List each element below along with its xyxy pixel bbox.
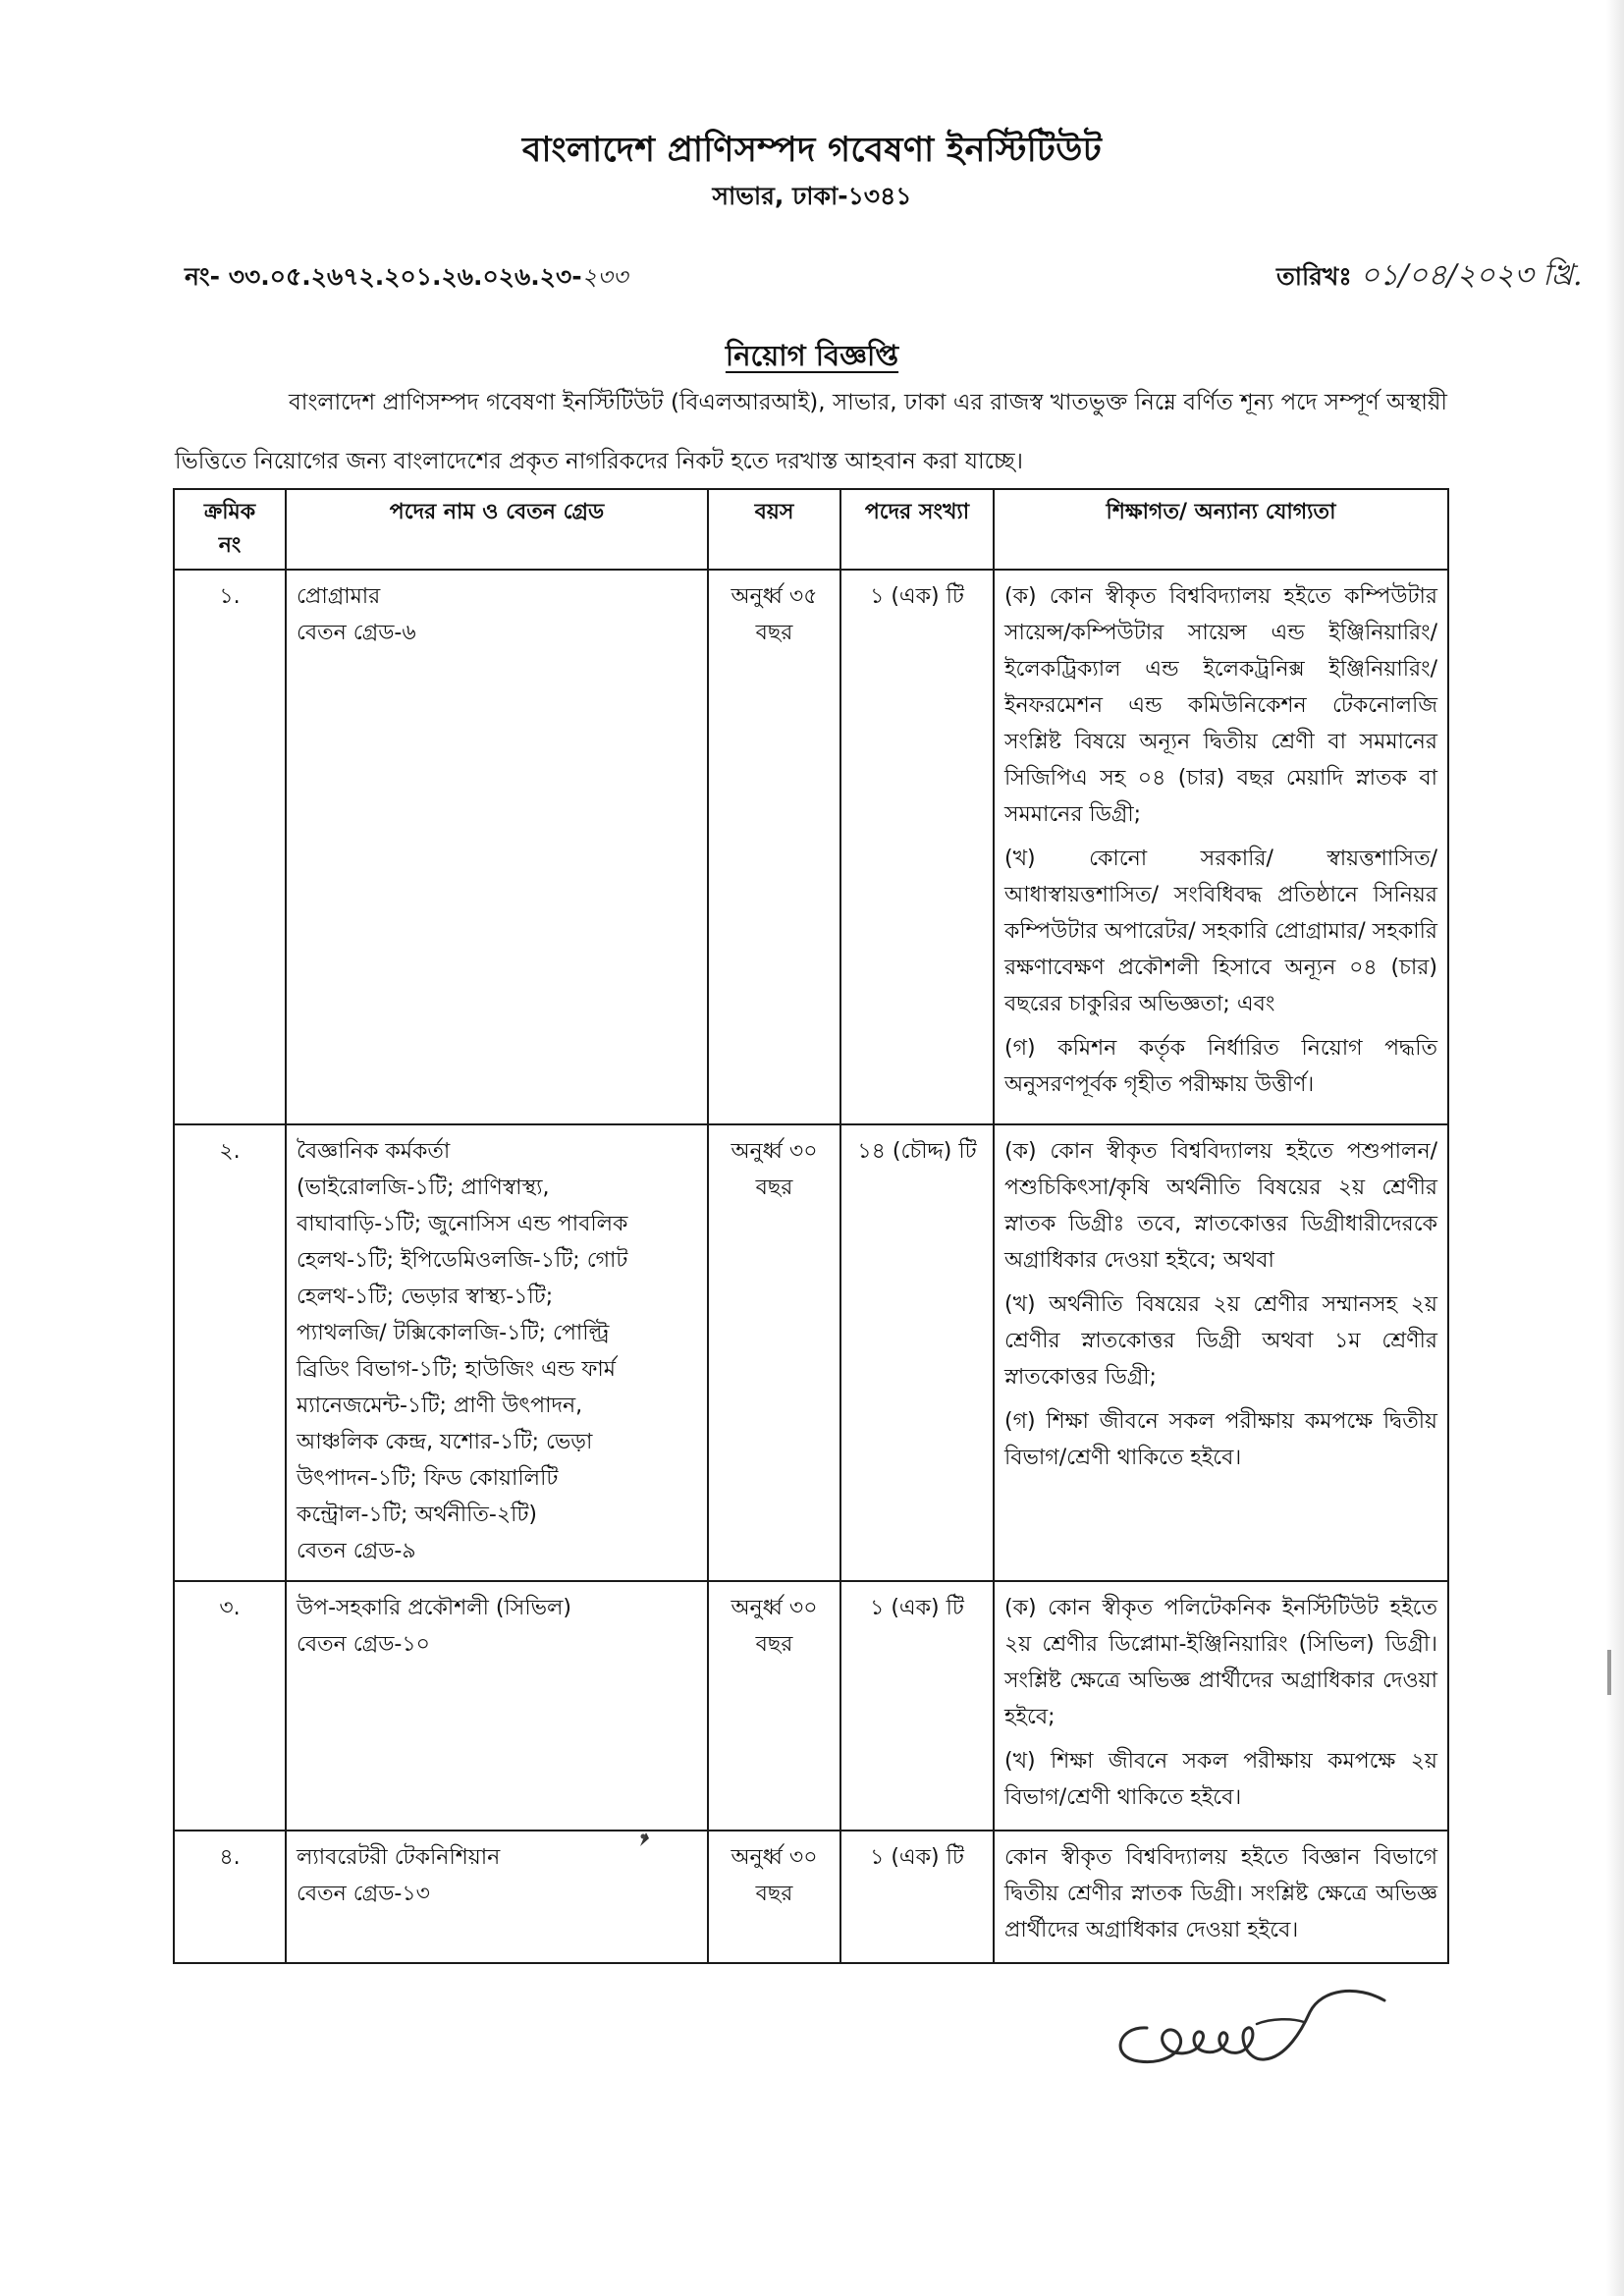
table-row (174, 1581, 1448, 1831)
age-cell: অনুর্ধ্ব ৩০ বছর (708, 1831, 840, 1963)
post-detail-line: হেলথ-১টি; ভেড়ার স্বাস্থ্য-১টি; (297, 1285, 554, 1309)
count-cell: ১ (এক) টি (840, 570, 994, 1124)
age-cell: অনুর্ধ্ব ৩০ বছর (708, 1581, 840, 1831)
col-header-count: পদের সংখ্যা (840, 489, 994, 570)
qualification-item: কোন স্বীকৃত বিশ্ববিদ্যালয় হইতে বিজ্ঞান বিভাগে দ্বিতীয় শ্রেণীর স্নাতক ডিগ্রী। সংশ্লিষ্ট ক্ষেত্রে অভিজ্ঞ প্রার্থীদের অগ্রাধিকার দেওয়া হইবে। (1004, 1845, 1437, 1942)
age-cell: অনুর্ধ্ব ৩০ বছর (708, 1124, 840, 1581)
qualification-item: (ক) কোন স্বীকৃত বিশ্ববিদ্যালয় হইতে কম্পিউটার সায়েন্স/কম্পিউটার সায়েন্স এন্ড ইঞ্জিনিয়ারিং/ ইলেকট্রিক্যাল এন্ড ইলেকট্রনিক্স ইঞ্জিনিয়ারিং/ ইনফরমেশন এন্ড কমিউনিকেশন টেকনোলজি সংশ্লিষ্ট বিষয়ে অন্যূন দ্বিতীয় শ্রেণী বা সমমানের সিজিপিএ সহ ০৪ (চার) বছর মেয়াদি স্নাতক বা সমমানের ডিগ্রী; (1004, 584, 1437, 827)
count-cell: ১৪ (চৌদ্দ) টি (840, 1124, 994, 1581)
qualification-item: (গ) কমিশন কর্তৃক নির্ধারিত নিয়োগ পদ্ধতি অনুসরণপূর্বক গৃহীত পরীক্ষায় উত্তীর্ণ। (1004, 1036, 1437, 1097)
pay-grade: বেতন গ্রেড-৬ (297, 621, 416, 645)
date-label: তারিখঃ (1276, 262, 1352, 291)
post-cell (286, 570, 708, 1124)
pay-grade: বেতন গ্রেড-১৩ (297, 1882, 430, 1906)
qualification-item: (খ) কোনো সরকারি/ স্বায়ত্তশাসিত/ আধাস্বায়ত্তশাসিত/ সংবিধিবদ্ধ প্রতিষ্ঠানে সিনিয়র কম্পিউটার অপারেটর/ সহকারি প্রোগ্রামার/ সহকারি রক্ষণাবেক্ষণ প্রকৌশলী হিসাবে অন্যূন ০৪ (চার) বছরের চাকুরির অভিজ্ঞতা; এবং (1004, 847, 1437, 1016)
col-header-age: বয়স (708, 489, 840, 570)
qualification-item: (খ) অর্থনীতি বিষয়ের ২য় শ্রেণীর সম্মানসহ ২য় শ্রেণীর স্নাতকোত্তর ডিগ্রী অথবা ১ম শ্রেণীর স্নাতকোত্তর ডিগ্রী; (1004, 1292, 1437, 1390)
organization-address: সাভার, ঢাকা-১৩৪১ (712, 182, 912, 210)
pay-grade: বেতন গ্রেড-৯ (297, 1539, 416, 1563)
qualification-item: (গ) শিক্ষা জীবনে সকল পরীক্ষায় কমপক্ষে দ্বিতীয় বিভাগ/শ্রেণী থাকিতে হইবে। (1004, 1409, 1437, 1470)
qualification-cell (994, 1581, 1448, 1831)
table-row (174, 570, 1448, 1124)
organization-name: বাংলাদেশ প্রাণিসম্পদ গবেষণা ইনস্টিটিউট (521, 131, 1103, 170)
post-detail-line: হেলথ-১টি; ইপিডেমিওলজি-১টি; গোট (297, 1248, 628, 1273)
post-detail-line: উৎপাদন-১টি; ফিড কোয়ালিটি (297, 1466, 559, 1491)
post-name: প্রোগ্রামার (297, 584, 381, 609)
serial-cell: ১. (174, 570, 286, 1124)
qualification-cell (994, 570, 1448, 1124)
serial-cell: ২. (174, 1124, 286, 1581)
memo-reference (185, 257, 627, 300)
qualification-item: (খ) শিক্ষা জীবনে সকল পরীক্ষায় কমপক্ষে ২য় বিভাগ/শ্রেণী থাকিতে হইবে। (1004, 1749, 1437, 1810)
date-handwritten: ০১/০৪/২০২৩ খ্রি. (1360, 258, 1583, 293)
qualification-cell (994, 1124, 1448, 1581)
col-header-qualification: শিক্ষাগত/ অন্যান্য যোগ্যতা (994, 489, 1448, 570)
post-detail-line: (ভাইরোলজি-১টি; প্রাণিস্বাস্থ্য, (297, 1175, 550, 1200)
count-cell: ১ (এক) টি (840, 1581, 994, 1831)
post-cell (286, 1831, 708, 1963)
qualification-item: (ক) কোন স্বীকৃত পলিটেকনিক ইনস্টিটিউট হইতে ২য় শ্রেণীর ডিপ্লোমা-ইঞ্জিনিয়ারিং (সিভিল) ডিগ্রী। সংশ্লিষ্ট ক্ষেত্রে অভিজ্ঞ প্রার্থীদের অগ্রাধিকার দেওয়া হইবে; (1004, 1596, 1437, 1729)
post-detail-line: ব্রিডিং বিভাগ-১টি; হাউজিং এন্ড ফার্ম (297, 1357, 617, 1382)
col-header-serial: ক্রমিক নং (174, 489, 286, 570)
post-cell (286, 1581, 708, 1831)
issue-date (1276, 251, 1583, 301)
notice-title-text: নিয়োগ বিজ্ঞপ্তি (725, 339, 899, 372)
serial-cell: ৩. (174, 1581, 286, 1831)
post-detail-line: ম্যানেজমেন্ট-১টি; প্রাণী উৎপাদন, (297, 1394, 583, 1418)
post-detail-line: কন্ট্রোল-১টি; অর্থনীতি-২টি) (297, 1503, 538, 1527)
post-detail-line: আঞ্চলিক কেন্দ্র, যশোর-১টি; ভেড়া (297, 1430, 593, 1454)
qualification-cell (994, 1831, 1448, 1963)
handwritten-signature (1100, 1979, 1394, 2087)
qualification-item: (ক) কোন স্বীকৃত বিশ্ববিদ্যালয় হইতে পশুপালন/ পশুচিকিৎসা/কৃষি অর্থনীতি বিষয়ের ২য় শ্রেণীর স্নাতক ডিগ্রীঃ তবে, স্নাতকোত্তর ডিগ্রীধারীদেরকে অগ্রাধিকার দেওয়া হইবে; অথবা (1004, 1139, 1437, 1273)
table-row (174, 1831, 1448, 1963)
notice-intro-paragraph: বাংলাদেশ প্রাণিসম্পদ গবেষণা ইনস্টিটিউট (বিএলআরআই), সাভার, ঢাকা এর রাজস্ব খাতভুক্ত নিম্নে বর্ণিত শূন্য পদে সম্পূর্ণ অস্থায়ী ভিত্তিতে নিয়োগের জন্য বাংলাদেশের প্রকৃত নাগরিকদের নিকট হতে দরখাস্ত আহবান করা যাচ্ছে। (175, 390, 1447, 474)
vacancy-table (173, 488, 1449, 1964)
letterhead (0, 128, 1624, 216)
pay-grade: বেতন গ্রেড-১০ (297, 1632, 430, 1657)
table-header-row (174, 489, 1448, 570)
table-row (174, 1124, 1448, 1581)
post-cell (286, 1124, 708, 1581)
col-header-post: পদের নাম ও বেতন গ্রেড (286, 489, 708, 570)
serial-cell: ৪. (174, 1831, 286, 1963)
post-name: বৈজ্ঞানিক কর্মকর্তা (297, 1139, 451, 1164)
memo-number-printed: নং- ৩৩.০৫.২৬৭২.২০১.২৬.০২৬.২৩- (185, 262, 582, 291)
age-cell: অনুর্ধ্ব ৩৫ বছর (708, 570, 840, 1124)
post-detail-line: বাঘাবাড়ি-১টি; জুনোসিস এন্ড পাবলিক (297, 1212, 628, 1236)
post-detail-line: প্যাথলজি/ টক্সিকোলজি-১টি; পোল্ট্রি (297, 1321, 610, 1345)
count-cell: ১ (এক) টি (840, 1831, 994, 1963)
memo-number-handwritten: ২৩৩ (581, 263, 628, 291)
post-name: ল্যাবরেটরী টেকনিশিয়ান (297, 1845, 501, 1870)
post-name: উপ-সহকারি প্রকৌশলী (সিভিল) (297, 1596, 571, 1620)
